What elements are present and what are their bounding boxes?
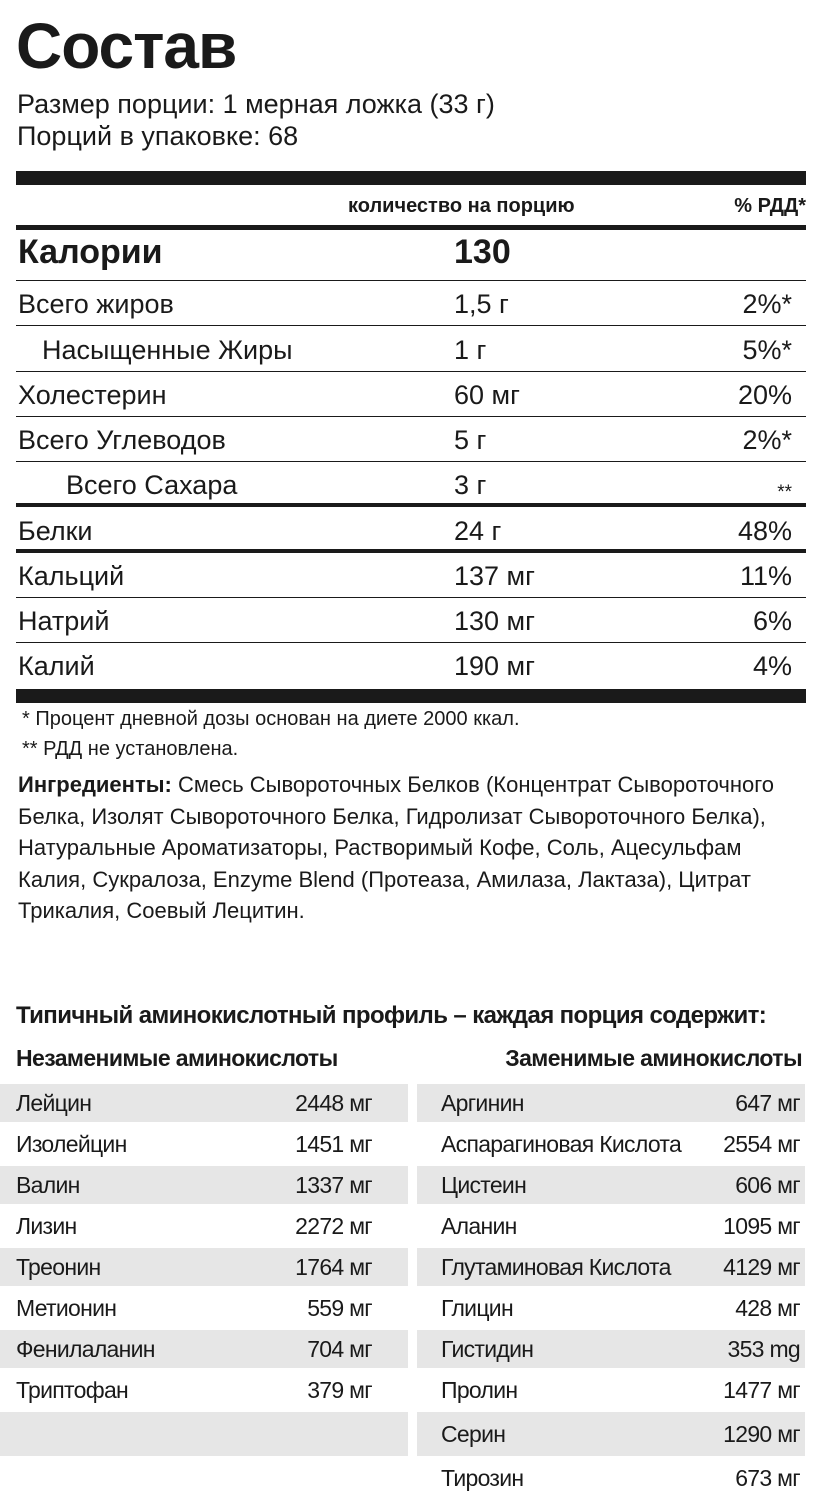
essential-row: [0, 1207, 408, 1245]
amino-name: Глицин: [441, 1295, 513, 1321]
nutrition-amount: 137 мг: [454, 561, 535, 591]
serving-size: Размер порции: 1 мерная ложка (33 г): [17, 89, 495, 119]
nonessential-row: [417, 1125, 805, 1163]
nonessential-row: [417, 1166, 805, 1204]
amino-value: 606 мг: [735, 1172, 800, 1198]
amino-name: Аргинин: [441, 1090, 524, 1116]
essential-row: [0, 1248, 408, 1286]
amino-value: 1477 мг: [723, 1377, 800, 1403]
nutrition-row: [16, 327, 806, 372]
nutrition-name: Всего Углеводов: [18, 425, 226, 455]
essential-row: [0, 1330, 408, 1368]
nutrition-row: [16, 643, 806, 688]
amino-name: Треонин: [16, 1254, 101, 1280]
amino-name: Валин: [16, 1172, 80, 1198]
amino-value: 704 мг: [307, 1336, 372, 1362]
amino-value: 379 мг: [307, 1377, 372, 1403]
nutrition-amount: 190 мг: [454, 651, 535, 681]
nutrition-row: [16, 462, 806, 507]
amino-value: 2272 мг: [295, 1213, 372, 1239]
nonessential-row: [417, 1412, 805, 1456]
nutrition-amount: 60 мг: [454, 380, 520, 410]
amino-name: Изолейцин: [16, 1131, 127, 1157]
nutrition-row: [16, 372, 806, 417]
amino-value: 4129 мг: [723, 1254, 800, 1280]
nutrition-amount: 24 г: [454, 516, 502, 546]
nutrition-name: Калий: [18, 651, 95, 681]
nutrition-row: [16, 281, 806, 326]
ingredients-label: Ингредиенты:: [18, 772, 172, 797]
nutrition-rdd: 2%*: [742, 425, 792, 455]
nutrition-row-calories: [16, 231, 806, 281]
nutrition-amount: 5 г: [454, 425, 487, 455]
divider-top: [16, 171, 806, 185]
nutrition-rdd: 11%: [739, 561, 792, 591]
amino-value: 1095 мг: [723, 1213, 800, 1239]
divider-header: [16, 225, 806, 230]
nutrition-name: Холестерин: [18, 380, 167, 410]
divider-bottom: [16, 689, 806, 703]
essential-row: [0, 1166, 408, 1204]
nutrition-name: Кальций: [18, 561, 125, 591]
nonessential-row: [417, 1459, 805, 1497]
amino-value: 559 мг: [307, 1295, 372, 1321]
nonessential-row: [417, 1330, 805, 1368]
page-title: Состав: [16, 10, 237, 82]
amino-value: 2448 мг: [295, 1090, 372, 1116]
amino-name: Лейцин: [16, 1090, 92, 1116]
nutrition-rdd: 48%: [737, 516, 792, 546]
amino-value: 428 мг: [735, 1295, 800, 1321]
servings-per-container: Порций в упаковке: 68: [17, 121, 299, 151]
nonessential-row: [417, 1289, 805, 1327]
amino-name: Глутаминовая Кислота: [441, 1254, 671, 1280]
nutrition-name: Всего Сахара: [66, 470, 238, 500]
amino-name: Цистеин: [441, 1172, 527, 1198]
nutrition-rdd: 20%: [737, 380, 792, 410]
essential-heading: Незаменимые аминокислоты: [16, 1045, 338, 1071]
amino-name: Лизин: [16, 1213, 77, 1239]
nutrition-amount: 3 г: [454, 470, 487, 500]
amino-name: Триптофан: [16, 1377, 129, 1403]
nutrition-row: [16, 417, 806, 462]
nonessential-row: [417, 1207, 805, 1245]
nonessential-row: [417, 1248, 805, 1286]
nutrition-rdd: 6%: [752, 606, 792, 636]
nutrition-rdd: **: [777, 482, 792, 503]
amino-name: Пролин: [441, 1377, 518, 1403]
nonessential-row: [417, 1371, 805, 1409]
amino-name: Фенилаланин: [16, 1336, 155, 1362]
ingredients-text: Смесь Сывороточных Белков (Концентрат Сывороточного Белка, Изолят Сывороточного Белка, Гидролизат Сывороточного Белка), Натуральные Ароматизаторы, Растворимый Кофе, Соль, Ацесульфам Калия, Сукралоза, Enzyme Blend (Протеаза, Амилаза, Лактаза), Цитрат Трикалия, Соевый Лецитин.: [18, 772, 775, 923]
amino-name: Аланин: [441, 1213, 517, 1239]
nutrition-rdd: 4%: [752, 651, 792, 681]
essential-row: [0, 1289, 408, 1327]
amino-name: Серин: [441, 1421, 506, 1447]
nutrition-amount: 1,5 г: [454, 289, 509, 319]
nonessential-row: [417, 1084, 805, 1122]
nutrition-row: [16, 598, 806, 643]
amino-name: Тирозин: [441, 1465, 524, 1491]
nutrition-name: Натрий: [18, 606, 110, 636]
nutrition-name: Насыщенные Жиры: [42, 335, 293, 365]
nutrition-amount: 1 г: [454, 335, 487, 365]
amino-value: 1764 мг: [295, 1254, 372, 1280]
essential-row: [0, 1371, 408, 1409]
nutrition-amount: 130: [454, 233, 511, 271]
nutrition-name: Белки: [18, 516, 93, 546]
amino-value: 1290 мг: [723, 1421, 800, 1447]
nonessential-heading: Заменимые аминокислоты: [505, 1045, 802, 1071]
amino-value: 673 мг: [735, 1465, 800, 1491]
essential-row: [0, 1084, 408, 1122]
nutrition-row: [16, 508, 806, 553]
amino-name: Метионин: [16, 1295, 117, 1321]
nutrition-name: Калории: [18, 233, 163, 271]
essential-row-empty: [0, 1412, 408, 1456]
ingredients: [18, 769, 798, 927]
header-rdd: % РДД*: [734, 195, 806, 217]
amino-value: 1451 мг: [295, 1131, 372, 1157]
nutrition-amount: 130 мг: [454, 606, 535, 636]
nutrition-rdd: 5%*: [742, 335, 792, 365]
amino-value: 2554 мг: [723, 1131, 800, 1157]
amino-value: 353 mg: [727, 1336, 800, 1362]
amino-name: Гистидин: [441, 1336, 534, 1362]
nutrition-rdd: 2%*: [742, 289, 792, 319]
nutrition-name: Всего жиров: [18, 289, 174, 319]
footnote-rdd: * Процент дневной дозы основан на диете 2000 ккал.: [22, 708, 520, 730]
amino-name: Аспарагиновая Кислота: [441, 1131, 682, 1157]
essential-row: [0, 1125, 408, 1163]
amino-profile-title: Типичный аминокислотный профиль – каждая порция содержит:: [16, 1002, 767, 1029]
amino-value: 647 мг: [735, 1090, 800, 1116]
amino-value: 1337 мг: [295, 1172, 372, 1198]
header-amount: количество на порцию: [348, 195, 575, 217]
footnote-no-rdd: ** РДД не установлена.: [22, 738, 239, 760]
nutrition-row: [16, 553, 806, 598]
